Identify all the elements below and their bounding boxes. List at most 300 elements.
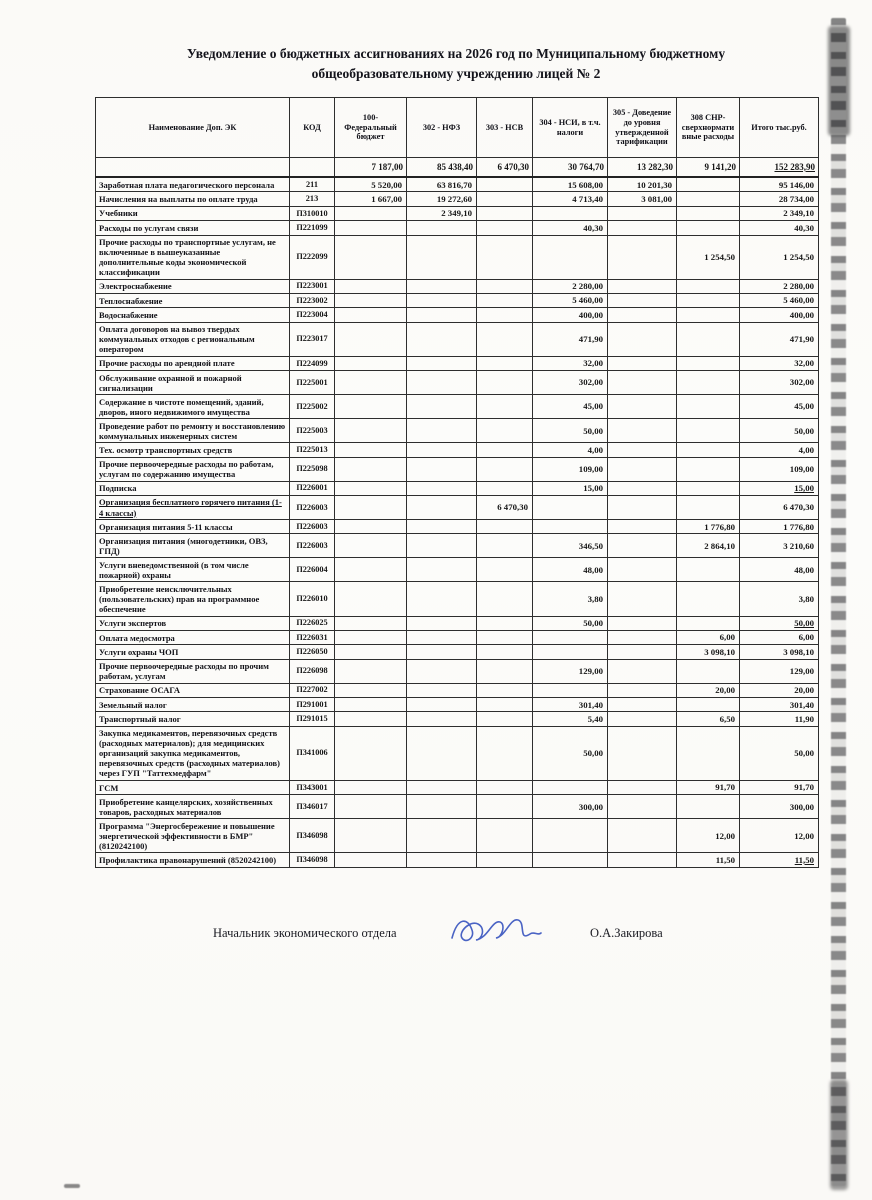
- row-value: [407, 457, 477, 481]
- row-code: П291001: [290, 698, 335, 712]
- row-value: [335, 419, 407, 443]
- signature-block: [0, 920, 872, 966]
- row-value: [335, 520, 407, 534]
- row-name: Страхование ОСАГА: [96, 683, 290, 697]
- row-total: 11,50: [740, 853, 819, 867]
- row-value: [477, 795, 533, 819]
- budget-table: [95, 97, 819, 868]
- row-value: [533, 206, 608, 220]
- row-value: [677, 322, 740, 356]
- table-row: [96, 192, 819, 206]
- row-value: [477, 645, 533, 659]
- row-value: 32,00: [533, 356, 608, 370]
- row-value: [608, 780, 677, 794]
- col-header-itogo: Итого тыс.руб.: [740, 98, 819, 158]
- totals-303: 6 470,30: [477, 158, 533, 178]
- row-total: 400,00: [740, 308, 819, 322]
- row-value: [477, 457, 533, 481]
- row-name: Организация питания 5-11 классы: [96, 520, 290, 534]
- row-name: Оплата медосмотра: [96, 630, 290, 644]
- row-value: [533, 853, 608, 867]
- row-value: [677, 419, 740, 443]
- row-value: [407, 308, 477, 322]
- row-value: [608, 279, 677, 293]
- row-value: [677, 177, 740, 192]
- row-value: [335, 819, 407, 853]
- row-value: [335, 457, 407, 481]
- row-name: Прочие расходы по транспортные услугам, не включенные в вышеуказанные дополнительные коды экономической классификации: [96, 235, 290, 279]
- row-value: 1 254,50: [677, 235, 740, 279]
- row-name: Услуги охраны ЧОП: [96, 645, 290, 659]
- col-header-304-nsi: 304 - НСИ, в т.ч. налоги: [533, 98, 608, 158]
- row-value: 5 460,00: [533, 293, 608, 307]
- row-value: [477, 616, 533, 630]
- table-row: [96, 177, 819, 192]
- row-value: 2 280,00: [533, 279, 608, 293]
- row-total: 15,00: [740, 481, 819, 495]
- row-name: Прочие первоочередные расходы по работам, услугам по содержанию имущества: [96, 457, 290, 481]
- row-value: [335, 322, 407, 356]
- row-value: 6,00: [677, 630, 740, 644]
- row-value: [335, 712, 407, 726]
- row-value: 2 349,10: [407, 206, 477, 220]
- row-value: [407, 712, 477, 726]
- row-total: 28 734,00: [740, 192, 819, 206]
- row-value: [608, 371, 677, 395]
- row-value: 20,00: [677, 683, 740, 697]
- table-row: [96, 395, 819, 419]
- table-row: [96, 726, 819, 780]
- row-name: Услуги экспертов: [96, 616, 290, 630]
- row-value: [335, 279, 407, 293]
- table-row: [96, 630, 819, 644]
- row-value: [477, 819, 533, 853]
- row-total: 11,90: [740, 712, 819, 726]
- row-value: [335, 221, 407, 235]
- row-value: 19 272,60: [407, 192, 477, 206]
- row-code: П346017: [290, 795, 335, 819]
- row-value: 5 520,00: [335, 177, 407, 192]
- table-row: [96, 853, 819, 867]
- row-total: 20,00: [740, 683, 819, 697]
- row-total: 6,00: [740, 630, 819, 644]
- row-value: [407, 293, 477, 307]
- col-header-303-nsv: 303 - НСВ: [477, 98, 533, 158]
- row-total: 3,80: [740, 582, 819, 616]
- table-row: [96, 457, 819, 481]
- row-value: [477, 726, 533, 780]
- row-code: П343001: [290, 780, 335, 794]
- row-code: 211: [290, 177, 335, 192]
- row-value: 15 608,00: [533, 177, 608, 192]
- budget-table-wrap: [95, 97, 818, 868]
- row-value: 346,50: [533, 534, 608, 558]
- row-value: [335, 616, 407, 630]
- totals-row: [96, 158, 819, 178]
- row-value: [677, 371, 740, 395]
- row-code: П221099: [290, 221, 335, 235]
- row-total: 129,00: [740, 659, 819, 683]
- row-value: [477, 443, 533, 457]
- row-value: [677, 558, 740, 582]
- row-name: Программа "Энергосбережение и повышение энергетической эффективности в БМР" (8120242100): [96, 819, 290, 853]
- row-value: [677, 726, 740, 780]
- row-code: П223001: [290, 279, 335, 293]
- row-value: 12,00: [677, 819, 740, 853]
- row-code: П346098: [290, 853, 335, 867]
- row-value: 300,00: [533, 795, 608, 819]
- row-value: [608, 795, 677, 819]
- row-value: 3 098,10: [677, 645, 740, 659]
- row-value: [608, 235, 677, 279]
- row-value: [677, 395, 740, 419]
- table-row: [96, 293, 819, 307]
- col-header-308-snr: 308 СНР-сверхнормативные расходы: [677, 98, 740, 158]
- row-value: [407, 221, 477, 235]
- row-code: П223004: [290, 308, 335, 322]
- row-value: [608, 443, 677, 457]
- row-value: [407, 356, 477, 370]
- row-value: [335, 853, 407, 867]
- row-code: П226003: [290, 520, 335, 534]
- row-name: Учебники: [96, 206, 290, 220]
- table-row: [96, 780, 819, 794]
- row-value: [608, 457, 677, 481]
- row-total: 3 098,10: [740, 645, 819, 659]
- row-code: П224099: [290, 356, 335, 370]
- row-code: П227002: [290, 683, 335, 697]
- row-value: [677, 443, 740, 457]
- row-value: [407, 616, 477, 630]
- row-name: Прочие расходы по арендной плате: [96, 356, 290, 370]
- row-value: [608, 520, 677, 534]
- row-value: [335, 726, 407, 780]
- row-code: П226031: [290, 630, 335, 644]
- row-value: [533, 630, 608, 644]
- row-value: 400,00: [533, 308, 608, 322]
- totals-302: 85 438,40: [407, 158, 477, 178]
- row-value: 3,80: [533, 582, 608, 616]
- table-row: [96, 558, 819, 582]
- row-value: [477, 235, 533, 279]
- row-value: [533, 819, 608, 853]
- row-value: 4 713,40: [533, 192, 608, 206]
- row-value: 10 201,30: [608, 177, 677, 192]
- row-value: [608, 534, 677, 558]
- row-value: [608, 395, 677, 419]
- row-value: [608, 206, 677, 220]
- row-value: [407, 795, 477, 819]
- row-total: 4,00: [740, 443, 819, 457]
- row-value: [477, 221, 533, 235]
- table-row: [96, 712, 819, 726]
- row-value: [335, 795, 407, 819]
- table-row: [96, 308, 819, 322]
- row-value: 4,00: [533, 443, 608, 457]
- row-value: 15,00: [533, 481, 608, 495]
- row-value: [477, 683, 533, 697]
- row-value: [677, 279, 740, 293]
- row-value: [677, 206, 740, 220]
- table-row: [96, 235, 819, 279]
- row-value: [677, 293, 740, 307]
- row-total: 50,00: [740, 726, 819, 780]
- table-row: [96, 221, 819, 235]
- row-value: [335, 780, 407, 794]
- row-value: [477, 659, 533, 683]
- totals-304: 30 764,70: [533, 158, 608, 178]
- row-value: [677, 495, 740, 519]
- table-row: [96, 371, 819, 395]
- row-code: П226003: [290, 534, 335, 558]
- row-value: [407, 853, 477, 867]
- row-value: [407, 726, 477, 780]
- row-value: [533, 520, 608, 534]
- row-value: 109,00: [533, 457, 608, 481]
- row-name: Заработная плата педагогического персонала: [96, 177, 290, 192]
- scan-artifact-bottom-left: [64, 1184, 80, 1188]
- table-row: [96, 645, 819, 659]
- row-value: 129,00: [533, 659, 608, 683]
- row-name: Содержание в чистоте помещений, зданий, дворов, иного недвижимого имущества: [96, 395, 290, 419]
- table-row: [96, 683, 819, 697]
- row-code: П226001: [290, 481, 335, 495]
- row-name: Прочие первоочередные расходы по прочим работам, услугам: [96, 659, 290, 683]
- row-value: [608, 698, 677, 712]
- row-value: 48,00: [533, 558, 608, 582]
- row-name: Проведение работ по ремонту и восстановлению коммунальных инженерных систем: [96, 419, 290, 443]
- row-value: [477, 308, 533, 322]
- row-value: [407, 534, 477, 558]
- row-value: [608, 616, 677, 630]
- row-value: [677, 356, 740, 370]
- signature-stroke: [448, 906, 544, 956]
- row-value: [608, 853, 677, 867]
- row-name: Приобретение канцелярских, хозяйственных товаров, расходных материалов: [96, 795, 290, 819]
- table-row: [96, 819, 819, 853]
- row-code: П223002: [290, 293, 335, 307]
- row-value: 1 667,00: [335, 192, 407, 206]
- row-value: [335, 235, 407, 279]
- totals-305: 13 282,30: [608, 158, 677, 178]
- row-total: 302,00: [740, 371, 819, 395]
- row-value: [477, 419, 533, 443]
- row-total: 2 280,00: [740, 279, 819, 293]
- row-name: Закупка медикаментов, перевязочных средств (расходных материалов); для медицинских организаций закупка медикаментов, перевязочных средств (расходных материалов) через ГУП "Таттехмедфарм": [96, 726, 290, 780]
- row-value: [477, 395, 533, 419]
- row-value: [608, 221, 677, 235]
- row-value: [477, 192, 533, 206]
- totals-name-empty: [96, 158, 290, 178]
- row-name: Расходы по услугам связи: [96, 221, 290, 235]
- row-code: П226025: [290, 616, 335, 630]
- table-row: [96, 481, 819, 495]
- table-row: [96, 698, 819, 712]
- row-code: П225002: [290, 395, 335, 419]
- row-value: [407, 279, 477, 293]
- row-value: [335, 293, 407, 307]
- row-value: 6 470,30: [477, 495, 533, 519]
- row-value: [608, 293, 677, 307]
- row-value: [407, 481, 477, 495]
- row-value: [335, 683, 407, 697]
- row-code: П341006: [290, 726, 335, 780]
- row-total: 5 460,00: [740, 293, 819, 307]
- row-value: [533, 683, 608, 697]
- row-value: [608, 819, 677, 853]
- row-code: П346098: [290, 819, 335, 853]
- row-total: 32,00: [740, 356, 819, 370]
- row-value: [335, 206, 407, 220]
- row-total: 50,00: [740, 616, 819, 630]
- row-value: 63 816,70: [407, 177, 477, 192]
- row-value: [407, 371, 477, 395]
- row-total: 2 349,10: [740, 206, 819, 220]
- row-value: [407, 419, 477, 443]
- row-value: [477, 322, 533, 356]
- row-value: [477, 293, 533, 307]
- row-name: Начисления на выплаты по оплате труда: [96, 192, 290, 206]
- row-code: П225003: [290, 419, 335, 443]
- row-value: [608, 322, 677, 356]
- col-header-302-nfz: 302 - НФЗ: [407, 98, 477, 158]
- row-value: [533, 645, 608, 659]
- row-value: [608, 558, 677, 582]
- row-value: [407, 645, 477, 659]
- table-row: [96, 419, 819, 443]
- row-value: [477, 356, 533, 370]
- row-value: [677, 481, 740, 495]
- row-value: [407, 659, 477, 683]
- col-header-name: Наименование Доп. ЭК: [96, 98, 290, 158]
- row-value: [407, 443, 477, 457]
- row-value: [335, 356, 407, 370]
- row-value: 302,00: [533, 371, 608, 395]
- table-row: [96, 356, 819, 370]
- row-value: 3 081,00: [608, 192, 677, 206]
- row-total: 95 146,00: [740, 177, 819, 192]
- row-value: [477, 853, 533, 867]
- row-name: Транспортный налог: [96, 712, 290, 726]
- row-code: 213: [290, 192, 335, 206]
- row-value: [608, 683, 677, 697]
- row-value: [407, 582, 477, 616]
- row-value: [335, 481, 407, 495]
- document-title: Уведомление о бюджетных ассигнованиях на 2026 год по Муниципальному бюджетному общеобразовательному учреждению лицей № 2: [186, 46, 726, 82]
- totals-code-empty: [290, 158, 335, 178]
- row-total: 301,40: [740, 698, 819, 712]
- row-name: Водоснабжение: [96, 308, 290, 322]
- row-name: Услуги вневедомственной (в том числе пожарной) охраны: [96, 558, 290, 582]
- budget-table-body: [96, 177, 819, 867]
- row-total: 91,70: [740, 780, 819, 794]
- row-code: П310010: [290, 206, 335, 220]
- row-code: П223017: [290, 322, 335, 356]
- row-value: [477, 206, 533, 220]
- row-value: [407, 683, 477, 697]
- row-value: [677, 582, 740, 616]
- row-value: 5,40: [533, 712, 608, 726]
- row-value: [335, 395, 407, 419]
- signatory-name: О.А.Закирова: [590, 926, 663, 940]
- row-code: П225013: [290, 443, 335, 457]
- scan-artifact-edge-strip: [831, 18, 846, 1186]
- row-code: П226098: [290, 659, 335, 683]
- table-row: [96, 616, 819, 630]
- col-header-305-tarif: 305 - Доведение до уровня утвержденной тарификации: [608, 98, 677, 158]
- totals-itogo: 152 283,90: [740, 158, 819, 178]
- table-row: [96, 795, 819, 819]
- row-value: [407, 780, 477, 794]
- row-value: [477, 371, 533, 395]
- row-value: 50,00: [533, 419, 608, 443]
- row-value: [477, 534, 533, 558]
- row-value: [533, 495, 608, 519]
- row-value: 1 776,80: [677, 520, 740, 534]
- row-value: [608, 712, 677, 726]
- row-value: [608, 582, 677, 616]
- row-value: [677, 457, 740, 481]
- row-value: [477, 582, 533, 616]
- row-value: [608, 726, 677, 780]
- totals-308: 9 141,20: [677, 158, 740, 178]
- row-value: [477, 481, 533, 495]
- row-code: П226050: [290, 645, 335, 659]
- row-value: 11,50: [677, 853, 740, 867]
- table-row: [96, 534, 819, 558]
- row-code: П226004: [290, 558, 335, 582]
- row-value: [608, 495, 677, 519]
- row-value: [335, 582, 407, 616]
- row-total: 6 470,30: [740, 495, 819, 519]
- row-name: Электроснабжение: [96, 279, 290, 293]
- row-total: 45,00: [740, 395, 819, 419]
- row-value: [407, 495, 477, 519]
- signatory-position: Начальник экономического отдела: [213, 926, 397, 940]
- table-row: [96, 322, 819, 356]
- table-row: [96, 659, 819, 683]
- row-value: [477, 177, 533, 192]
- row-total: 12,00: [740, 819, 819, 853]
- row-value: 6,50: [677, 712, 740, 726]
- row-code: П226010: [290, 582, 335, 616]
- row-value: 301,40: [533, 698, 608, 712]
- row-value: [477, 630, 533, 644]
- row-name: Земельный налог: [96, 698, 290, 712]
- row-value: [608, 659, 677, 683]
- row-name: Организация питания (многодетники, ОВЗ, ГПД): [96, 534, 290, 558]
- row-total: 1 254,50: [740, 235, 819, 279]
- row-value: [335, 645, 407, 659]
- row-name: ГСМ: [96, 780, 290, 794]
- table-row: [96, 582, 819, 616]
- row-value: [335, 371, 407, 395]
- row-value: [407, 395, 477, 419]
- row-value: [677, 308, 740, 322]
- row-code: П226003: [290, 495, 335, 519]
- row-value: [608, 356, 677, 370]
- row-total: 50,00: [740, 419, 819, 443]
- row-value: [335, 495, 407, 519]
- row-value: [335, 659, 407, 683]
- row-value: 471,90: [533, 322, 608, 356]
- table-row: [96, 495, 819, 519]
- row-value: [533, 235, 608, 279]
- row-value: 50,00: [533, 616, 608, 630]
- row-code: П291015: [290, 712, 335, 726]
- row-name: Оплата договоров на вывоз твердых коммунальных отходов с региональным оператором: [96, 322, 290, 356]
- row-name: Профилактика правонарушений (8520242100): [96, 853, 290, 867]
